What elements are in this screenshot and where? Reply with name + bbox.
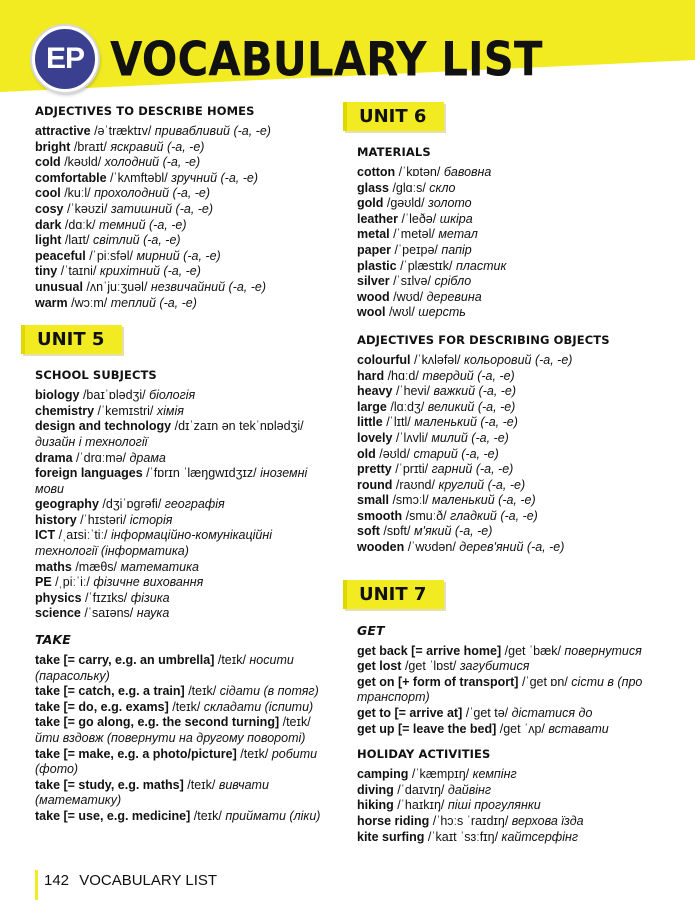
vocab-phonetic: /smuːð/ bbox=[405, 508, 447, 523]
vocab-translation: важкий (-а, -е) bbox=[433, 384, 517, 399]
vocab-translation: шерсть bbox=[418, 305, 466, 320]
vocab-phonetic: /ˈlɪtl/ bbox=[386, 415, 411, 430]
vocab-translation: піші прогулянки bbox=[447, 798, 541, 813]
vocab-translation: йти вздовж (повернути на другому повороті) bbox=[35, 731, 306, 745]
vocab-translation: дістатися до bbox=[511, 706, 593, 721]
vocab-translation: маленький (-а, -е) bbox=[414, 415, 518, 430]
vocab-word: smooth bbox=[357, 508, 403, 523]
vocab-translation: м'який (-а, -е) bbox=[413, 524, 493, 539]
vocab-phonetic: /ˈhaɪkɪŋ/ bbox=[397, 798, 445, 813]
vocab-entry bbox=[357, 400, 657, 416]
vocab-word: diving bbox=[357, 782, 394, 797]
vocab-phonetic: /get ˈlɒst/ bbox=[404, 659, 457, 674]
vocab-translation: робити (фото) bbox=[35, 746, 318, 777]
vocab-phonetic: /mæθs/ bbox=[75, 559, 117, 574]
vocab-entry bbox=[357, 165, 657, 181]
vocab-word: pretty bbox=[357, 462, 392, 477]
vocab-entry bbox=[357, 196, 657, 212]
vocab-entry bbox=[35, 684, 335, 700]
vocab-phonetic: /ˈtaɪni/ bbox=[60, 264, 97, 279]
vocab-phonetic: /ˈfɒrɪn ˈlæŋgwɪdʒɪz/ bbox=[146, 466, 257, 481]
vocab-translation: фізика bbox=[130, 590, 170, 605]
vocab-phonetic: /ˈhɪstəri/ bbox=[80, 512, 127, 527]
vocab-entry bbox=[357, 814, 657, 830]
vocab-phonetic: /hɑːd/ bbox=[387, 368, 419, 383]
vocab-phonetic: /ˈkʌləfəl/ bbox=[413, 352, 461, 367]
vocab-word: physics bbox=[35, 590, 82, 605]
vocab-entry bbox=[35, 249, 335, 265]
vocab-entry bbox=[35, 218, 335, 234]
vocab-word: cosy bbox=[35, 201, 64, 216]
vocab-entry bbox=[35, 140, 335, 156]
vocab-word: paper bbox=[357, 242, 392, 257]
vocab-phonetic: /ˈmetəl/ bbox=[393, 227, 435, 242]
vocab-phonetic: /ˈdrɑːmə/ bbox=[76, 450, 127, 465]
vocab-phonetic: /ˈget ɒn/ bbox=[521, 674, 568, 689]
vocab-entry bbox=[357, 524, 657, 540]
vocab-translation: милий (-а, -е) bbox=[431, 430, 509, 445]
vocab-entry bbox=[357, 415, 657, 431]
vocab-entry bbox=[35, 591, 335, 607]
vocab-entry bbox=[35, 560, 335, 576]
vocab-entry bbox=[35, 233, 335, 249]
vocab-phonetic: /raʊnd/ bbox=[395, 477, 435, 492]
section-title-adjectives-homes: ADJECTIVES TO DESCRIBE HOMES bbox=[35, 104, 255, 118]
vocab-entry bbox=[35, 280, 335, 296]
vocab-phonetic: /dɑːk/ bbox=[64, 217, 96, 232]
vocab-word: take [= catch, e.g. a train] bbox=[35, 684, 185, 699]
vocab-translation: зручний (-а, -е) bbox=[171, 170, 258, 185]
vocab-entry bbox=[35, 186, 335, 202]
vocab-translation: кайтсерфінг bbox=[501, 829, 579, 844]
page-footer bbox=[35, 870, 235, 900]
vocab-entry bbox=[357, 290, 657, 306]
vocab-phonetic: /dɪˈzaɪn ən tekˈnɒlədʒi/ bbox=[174, 419, 304, 434]
vocab-word: unusual bbox=[35, 279, 83, 294]
vocab-word: take [= go along, e.g. the second turning] bbox=[35, 715, 280, 730]
vocab-phonetic: /əˈtræktɪv/ bbox=[94, 124, 152, 138]
vocab-phonetic: /sɒft/ bbox=[383, 524, 411, 539]
vocab-word: take [= study, e.g. maths] bbox=[35, 777, 184, 792]
vocab-phonetic: /teɪk/ bbox=[193, 808, 222, 823]
vocab-entry bbox=[357, 305, 657, 321]
vocab-translation: приймати (ліки) bbox=[225, 808, 321, 823]
vocab-word: plastic bbox=[357, 258, 397, 273]
vocab-translation: бавовна bbox=[443, 165, 492, 179]
vocab-phonetic: /ˌpiːˈiː/ bbox=[55, 575, 90, 590]
vocab-word: peaceful bbox=[35, 248, 86, 263]
vocab-translation: маленький (-а, -е) bbox=[432, 493, 536, 508]
vocab-phonetic: /teɪk/ bbox=[187, 777, 216, 792]
vocab-phonetic: /ˈlʌvli/ bbox=[395, 430, 428, 445]
vocab-translation: золото bbox=[428, 196, 472, 211]
vocab-word: cotton bbox=[357, 165, 396, 179]
vocab-translation: круглий (-а, -е) bbox=[438, 477, 526, 492]
vocab-translation: фізичне виховання bbox=[93, 575, 204, 590]
vocab-phonetic: /ˈleðə/ bbox=[401, 211, 437, 226]
vocab-translation: метал bbox=[438, 227, 478, 242]
vocab-word: wood bbox=[357, 289, 390, 304]
ep-logo-badge: EP bbox=[32, 26, 98, 92]
vocab-word: get on [+ form of transport] bbox=[357, 674, 519, 689]
vocab-word: heavy bbox=[357, 384, 393, 399]
vocab-word: soft bbox=[357, 524, 380, 539]
vocab-word: attractive bbox=[35, 124, 91, 138]
vocab-phonetic: /ˈwʊdən/ bbox=[407, 540, 456, 555]
vocab-word: leather bbox=[357, 211, 398, 226]
section-title-materials: MATERIALS bbox=[357, 145, 431, 159]
vocab-phonetic: /baɪˈɒlədʒi/ bbox=[82, 388, 146, 403]
vocab-entry bbox=[35, 388, 335, 404]
vocab-translation: іноземні мови bbox=[35, 466, 308, 496]
vocab-word: take [= make, e.g. a photo/picture] bbox=[35, 746, 237, 761]
vocab-entry bbox=[357, 259, 657, 275]
section-title-get: GET bbox=[357, 622, 385, 638]
vocab-word: cool bbox=[35, 186, 61, 201]
page-title: VOCABULARY LIST bbox=[110, 32, 543, 87]
vocab-word: take [= use, e.g. medicine] bbox=[35, 808, 191, 823]
vocab-word: glass bbox=[357, 180, 389, 195]
vocab-translation: привабливий (-а, -е) bbox=[154, 124, 271, 138]
vocab-word: comfortable bbox=[35, 170, 107, 185]
vocab-word: history bbox=[35, 512, 77, 527]
vocab-entry bbox=[35, 497, 335, 513]
vocab-translation: великий (-а, -е) bbox=[427, 399, 516, 414]
vocab-entry bbox=[35, 809, 335, 825]
vocab-word: hiking bbox=[357, 798, 394, 813]
vocab-entry bbox=[357, 369, 657, 385]
vocab-entry bbox=[35, 264, 335, 280]
vocab-word: horse riding bbox=[357, 814, 430, 828]
vocab-phonetic: /glɑːs/ bbox=[392, 180, 426, 195]
vocab-word: get to [= arrive at] bbox=[357, 706, 463, 721]
vocab-phonetic: /teɪk/ bbox=[217, 653, 246, 668]
vocab-word: round bbox=[357, 477, 393, 492]
unit-5-tag: UNIT 5 bbox=[21, 325, 122, 354]
vocab-word: warm bbox=[35, 295, 68, 310]
vocab-entry bbox=[357, 353, 657, 369]
vocab-translation: мирний (-а, -е) bbox=[136, 248, 221, 263]
vocab-translation: сісти в (про транспорт) bbox=[357, 674, 643, 705]
entry-list bbox=[357, 767, 657, 845]
vocab-translation: пластик bbox=[455, 258, 507, 273]
vocab-phonetic: /smɔːl/ bbox=[392, 493, 429, 508]
vocab-word: camping bbox=[357, 767, 409, 782]
vocab-phonetic: /get ˈbæk/ bbox=[504, 643, 561, 658]
vocab-word: biology bbox=[35, 388, 80, 403]
vocab-translation: кольоровий (-а, -е) bbox=[463, 352, 573, 367]
vocab-phonetic: /get ˈʌp/ bbox=[499, 721, 545, 736]
vocab-entry bbox=[357, 274, 657, 290]
vocab-translation: гарний (-а, -е) bbox=[431, 462, 514, 477]
vocab-entry bbox=[35, 606, 335, 622]
vocab-translation: дизайн і технології bbox=[35, 434, 148, 449]
vocab-word: science bbox=[35, 606, 81, 621]
vocab-phonetic: /ˈdaɪvɪŋ/ bbox=[397, 782, 445, 797]
vocab-entry bbox=[35, 466, 335, 497]
vocab-entry bbox=[35, 513, 335, 529]
vocab-translation: кемпінг bbox=[472, 767, 517, 782]
section-title-holiday-activities: HOLIDAY ACTIVITIES bbox=[357, 747, 491, 762]
vocab-translation: географія bbox=[164, 497, 225, 512]
vocab-translation: драма bbox=[129, 450, 166, 465]
vocab-translation: загубитися bbox=[459, 659, 530, 674]
vocab-translation: теплий (-а, -е) bbox=[110, 295, 197, 310]
vocab-translation: світлий (-а, -е) bbox=[92, 233, 181, 248]
vocab-translation: дерев'яний (-а, -е) bbox=[459, 540, 565, 555]
vocab-translation: верхова їзда bbox=[511, 814, 584, 828]
unit-6-tag: UNIT 6 bbox=[343, 102, 444, 131]
vocab-word: tiny bbox=[35, 264, 58, 279]
right-column bbox=[357, 96, 657, 845]
vocab-entry bbox=[357, 644, 657, 660]
vocab-translation: біологія bbox=[149, 388, 196, 403]
vocab-entry bbox=[35, 575, 335, 591]
vocab-word: maths bbox=[35, 559, 72, 574]
vocab-phonetic: /wɔːm/ bbox=[71, 295, 108, 310]
vocab-phonetic: /ˈfɪzɪks/ bbox=[85, 590, 128, 605]
vocab-entry bbox=[357, 431, 657, 447]
vocab-translation: сідати (в потяг) bbox=[219, 684, 319, 699]
vocab-phonetic: /kuːl/ bbox=[64, 186, 91, 201]
vocab-translation: шкіра bbox=[439, 211, 473, 226]
vocab-translation: затишний (-а, -е) bbox=[110, 201, 214, 216]
vocab-word: kite surfing bbox=[357, 829, 425, 844]
vocab-word: chemistry bbox=[35, 403, 95, 418]
vocab-entry bbox=[357, 767, 657, 783]
vocab-entry bbox=[35, 747, 335, 778]
page-number: 142 bbox=[44, 872, 70, 889]
vocab-entry bbox=[35, 404, 335, 420]
vocab-entry bbox=[357, 706, 657, 722]
entry-list bbox=[357, 353, 657, 556]
vocab-entry bbox=[357, 675, 657, 706]
vocab-entry bbox=[357, 783, 657, 799]
vocab-phonetic: /ˈkəʊzi/ bbox=[66, 201, 108, 216]
vocab-translation: повернутися bbox=[564, 643, 642, 658]
vocab-translation: скло bbox=[429, 180, 456, 195]
vocab-phonetic: /ˈprɪti/ bbox=[395, 462, 429, 477]
vocab-entry bbox=[357, 540, 657, 556]
vocab-entry bbox=[357, 798, 657, 814]
vocab-phonetic: /wʊl/ bbox=[388, 305, 415, 320]
entry-list bbox=[357, 644, 657, 738]
vocab-entry bbox=[35, 124, 335, 140]
vocab-phonetic: /braɪt/ bbox=[73, 139, 107, 154]
vocab-phonetic: /ˈkʌmftəbl/ bbox=[110, 170, 168, 185]
vocab-word: hard bbox=[357, 368, 385, 383]
vocab-phonetic: /ˈkɒtən/ bbox=[398, 165, 441, 179]
vocab-word: ICT bbox=[35, 528, 56, 543]
vocab-translation: математика bbox=[120, 559, 199, 574]
vocab-word: little bbox=[357, 415, 383, 430]
vocab-phonetic: /ˈsɪlvə/ bbox=[393, 274, 431, 289]
section-title-describing-objects: ADJECTIVES FOR DESCRIBING OBJECTS bbox=[357, 332, 610, 347]
vocab-translation: незвичайний (-а, -е) bbox=[150, 279, 267, 294]
vocab-phonetic: /teɪk/ bbox=[188, 684, 217, 699]
vocab-translation: прохолодний (-а, -е) bbox=[94, 186, 211, 201]
entry-list bbox=[35, 388, 335, 622]
entry-list bbox=[357, 165, 657, 321]
vocab-word: dark bbox=[35, 217, 62, 232]
vocab-entry bbox=[357, 227, 657, 243]
vocab-translation: складати (іспити) bbox=[203, 699, 314, 714]
entry-list bbox=[35, 124, 335, 311]
vocab-entry bbox=[35, 653, 335, 684]
vocab-entry bbox=[357, 212, 657, 228]
vocab-phonetic: /wʊd/ bbox=[393, 289, 424, 304]
vocab-word: lovely bbox=[357, 430, 393, 445]
vocab-word: wooden bbox=[357, 540, 405, 555]
vocab-entry bbox=[357, 447, 657, 463]
vocab-phonetic: /lɑːdʒ/ bbox=[390, 399, 425, 414]
vocab-word: drama bbox=[35, 450, 73, 465]
vocab-word: bright bbox=[35, 139, 71, 154]
vocab-translation: папір bbox=[441, 242, 472, 257]
vocab-entry bbox=[357, 384, 657, 400]
vocab-word: small bbox=[357, 493, 389, 508]
vocab-entry bbox=[357, 830, 657, 846]
vocab-translation: деревина bbox=[426, 289, 482, 304]
vocab-phonetic: /ˈpiːsfəl/ bbox=[89, 248, 133, 263]
vocab-word: take [= do, e.g. exams] bbox=[35, 699, 169, 714]
vocab-entry bbox=[357, 462, 657, 478]
vocab-word: large bbox=[357, 399, 387, 414]
vocab-word: old bbox=[357, 446, 376, 461]
vocab-word: colourful bbox=[357, 352, 411, 367]
vocab-phonetic: /ˈkaɪt ˈsɜːfɪŋ/ bbox=[427, 829, 499, 844]
vocab-translation: дайвінг bbox=[447, 782, 492, 797]
vocab-phonetic: /teɪk/ bbox=[282, 715, 311, 730]
vocab-phonetic: /laɪt/ bbox=[64, 233, 90, 248]
vocab-translation: вивчати (математику) bbox=[35, 777, 269, 808]
vocab-phonetic: /ˈhɔːs ˈraɪdɪŋ/ bbox=[432, 814, 509, 828]
vocab-phonetic: /kəʊld/ bbox=[64, 155, 102, 170]
vocab-entry bbox=[35, 451, 335, 467]
vocab-phonetic: /ˈhevi/ bbox=[395, 384, 430, 399]
entry-list bbox=[35, 653, 335, 825]
footer-label: VOCABULARY LIST bbox=[79, 872, 218, 889]
vocab-entry bbox=[35, 202, 335, 218]
vocab-entry bbox=[35, 778, 335, 809]
vocab-word: light bbox=[35, 233, 62, 248]
vocab-entry bbox=[357, 478, 657, 494]
vocab-phonetic: /ˈget tə/ bbox=[465, 706, 509, 721]
vocab-translation: яскравий (-а, -е) bbox=[110, 139, 205, 154]
vocab-phonetic: /gəʊld/ bbox=[386, 196, 425, 211]
vocab-phonetic: /əʊld/ bbox=[379, 446, 410, 461]
vocab-phonetic: /ˈsaɪəns/ bbox=[84, 606, 134, 621]
vocab-entry bbox=[35, 171, 335, 187]
vocab-phonetic: /ˈplæstɪk/ bbox=[400, 258, 453, 273]
vocab-translation: інформаційно-комунікаційні технології (інформатика) bbox=[35, 528, 272, 559]
vocab-word: metal bbox=[357, 227, 390, 242]
unit-7-tag: UNIT 7 bbox=[343, 580, 444, 609]
vocab-word: PE bbox=[35, 575, 52, 590]
vocab-translation: старий (-а, -е) bbox=[413, 446, 499, 461]
vocab-entry bbox=[35, 700, 335, 716]
section-title-school-subjects: SCHOOL SUBJECTS bbox=[35, 368, 157, 383]
vocab-entry bbox=[35, 419, 335, 450]
section-title-take: TAKE bbox=[35, 632, 71, 648]
vocab-translation: срібло bbox=[434, 274, 472, 289]
vocab-word: design and technology bbox=[35, 419, 172, 434]
vocab-word: silver bbox=[357, 274, 390, 289]
vocab-phonetic: /dʒiˈɒgrəfi/ bbox=[102, 497, 162, 512]
vocab-translation: гладкий (-а, -е) bbox=[450, 508, 538, 523]
vocab-word: geography bbox=[35, 497, 99, 512]
vocab-word: gold bbox=[357, 196, 384, 211]
vocab-word: get back [= arrive home] bbox=[357, 643, 502, 658]
vocab-entry bbox=[357, 509, 657, 525]
vocab-entry bbox=[357, 243, 657, 259]
vocab-phonetic: /ˈpeɪpə/ bbox=[394, 242, 438, 257]
vocab-word: foreign languages bbox=[35, 466, 143, 481]
vocab-word: cold bbox=[35, 155, 61, 170]
vocab-translation: темний (-а, -е) bbox=[98, 217, 187, 232]
left-column bbox=[35, 96, 335, 825]
vocab-phonetic: /ˈkæmpɪŋ/ bbox=[411, 767, 470, 782]
vocab-translation: носити (парасольку) bbox=[35, 653, 294, 683]
vocab-entry bbox=[357, 181, 657, 197]
vocab-phonetic: /teɪk/ bbox=[172, 699, 201, 714]
vocab-word: get lost bbox=[357, 659, 402, 674]
vocab-phonetic: /ˈkemɪstri/ bbox=[97, 403, 154, 418]
vocab-word: get up [= leave the bed] bbox=[357, 721, 497, 736]
vocab-translation: вставати bbox=[548, 721, 609, 736]
vocab-translation: твердий (-а, -е) bbox=[422, 368, 515, 383]
vocab-translation: хімія bbox=[156, 403, 184, 418]
vocab-entry bbox=[35, 155, 335, 171]
vocab-entry bbox=[35, 296, 335, 312]
vocab-translation: наука bbox=[136, 606, 170, 621]
vocab-phonetic: /ʌnˈjuːʒuəl/ bbox=[86, 279, 148, 294]
vocab-translation: крихітний (-а, -е) bbox=[99, 264, 201, 279]
vocab-entry bbox=[35, 528, 335, 559]
vocab-translation: холодний (-а, -е) bbox=[104, 155, 201, 170]
vocab-entry bbox=[357, 493, 657, 509]
vocab-entry bbox=[35, 715, 335, 746]
vocab-entry bbox=[357, 659, 657, 675]
vocab-word: take [= carry, e.g. an umbrella] bbox=[35, 653, 215, 668]
vocab-translation: історія bbox=[129, 512, 173, 527]
vocab-phonetic: /ˌaɪsiːˈtiː/ bbox=[58, 528, 108, 543]
vocab-entry bbox=[357, 722, 657, 738]
vocab-phonetic: /teɪk/ bbox=[240, 746, 269, 761]
vocab-word: wool bbox=[357, 305, 386, 320]
